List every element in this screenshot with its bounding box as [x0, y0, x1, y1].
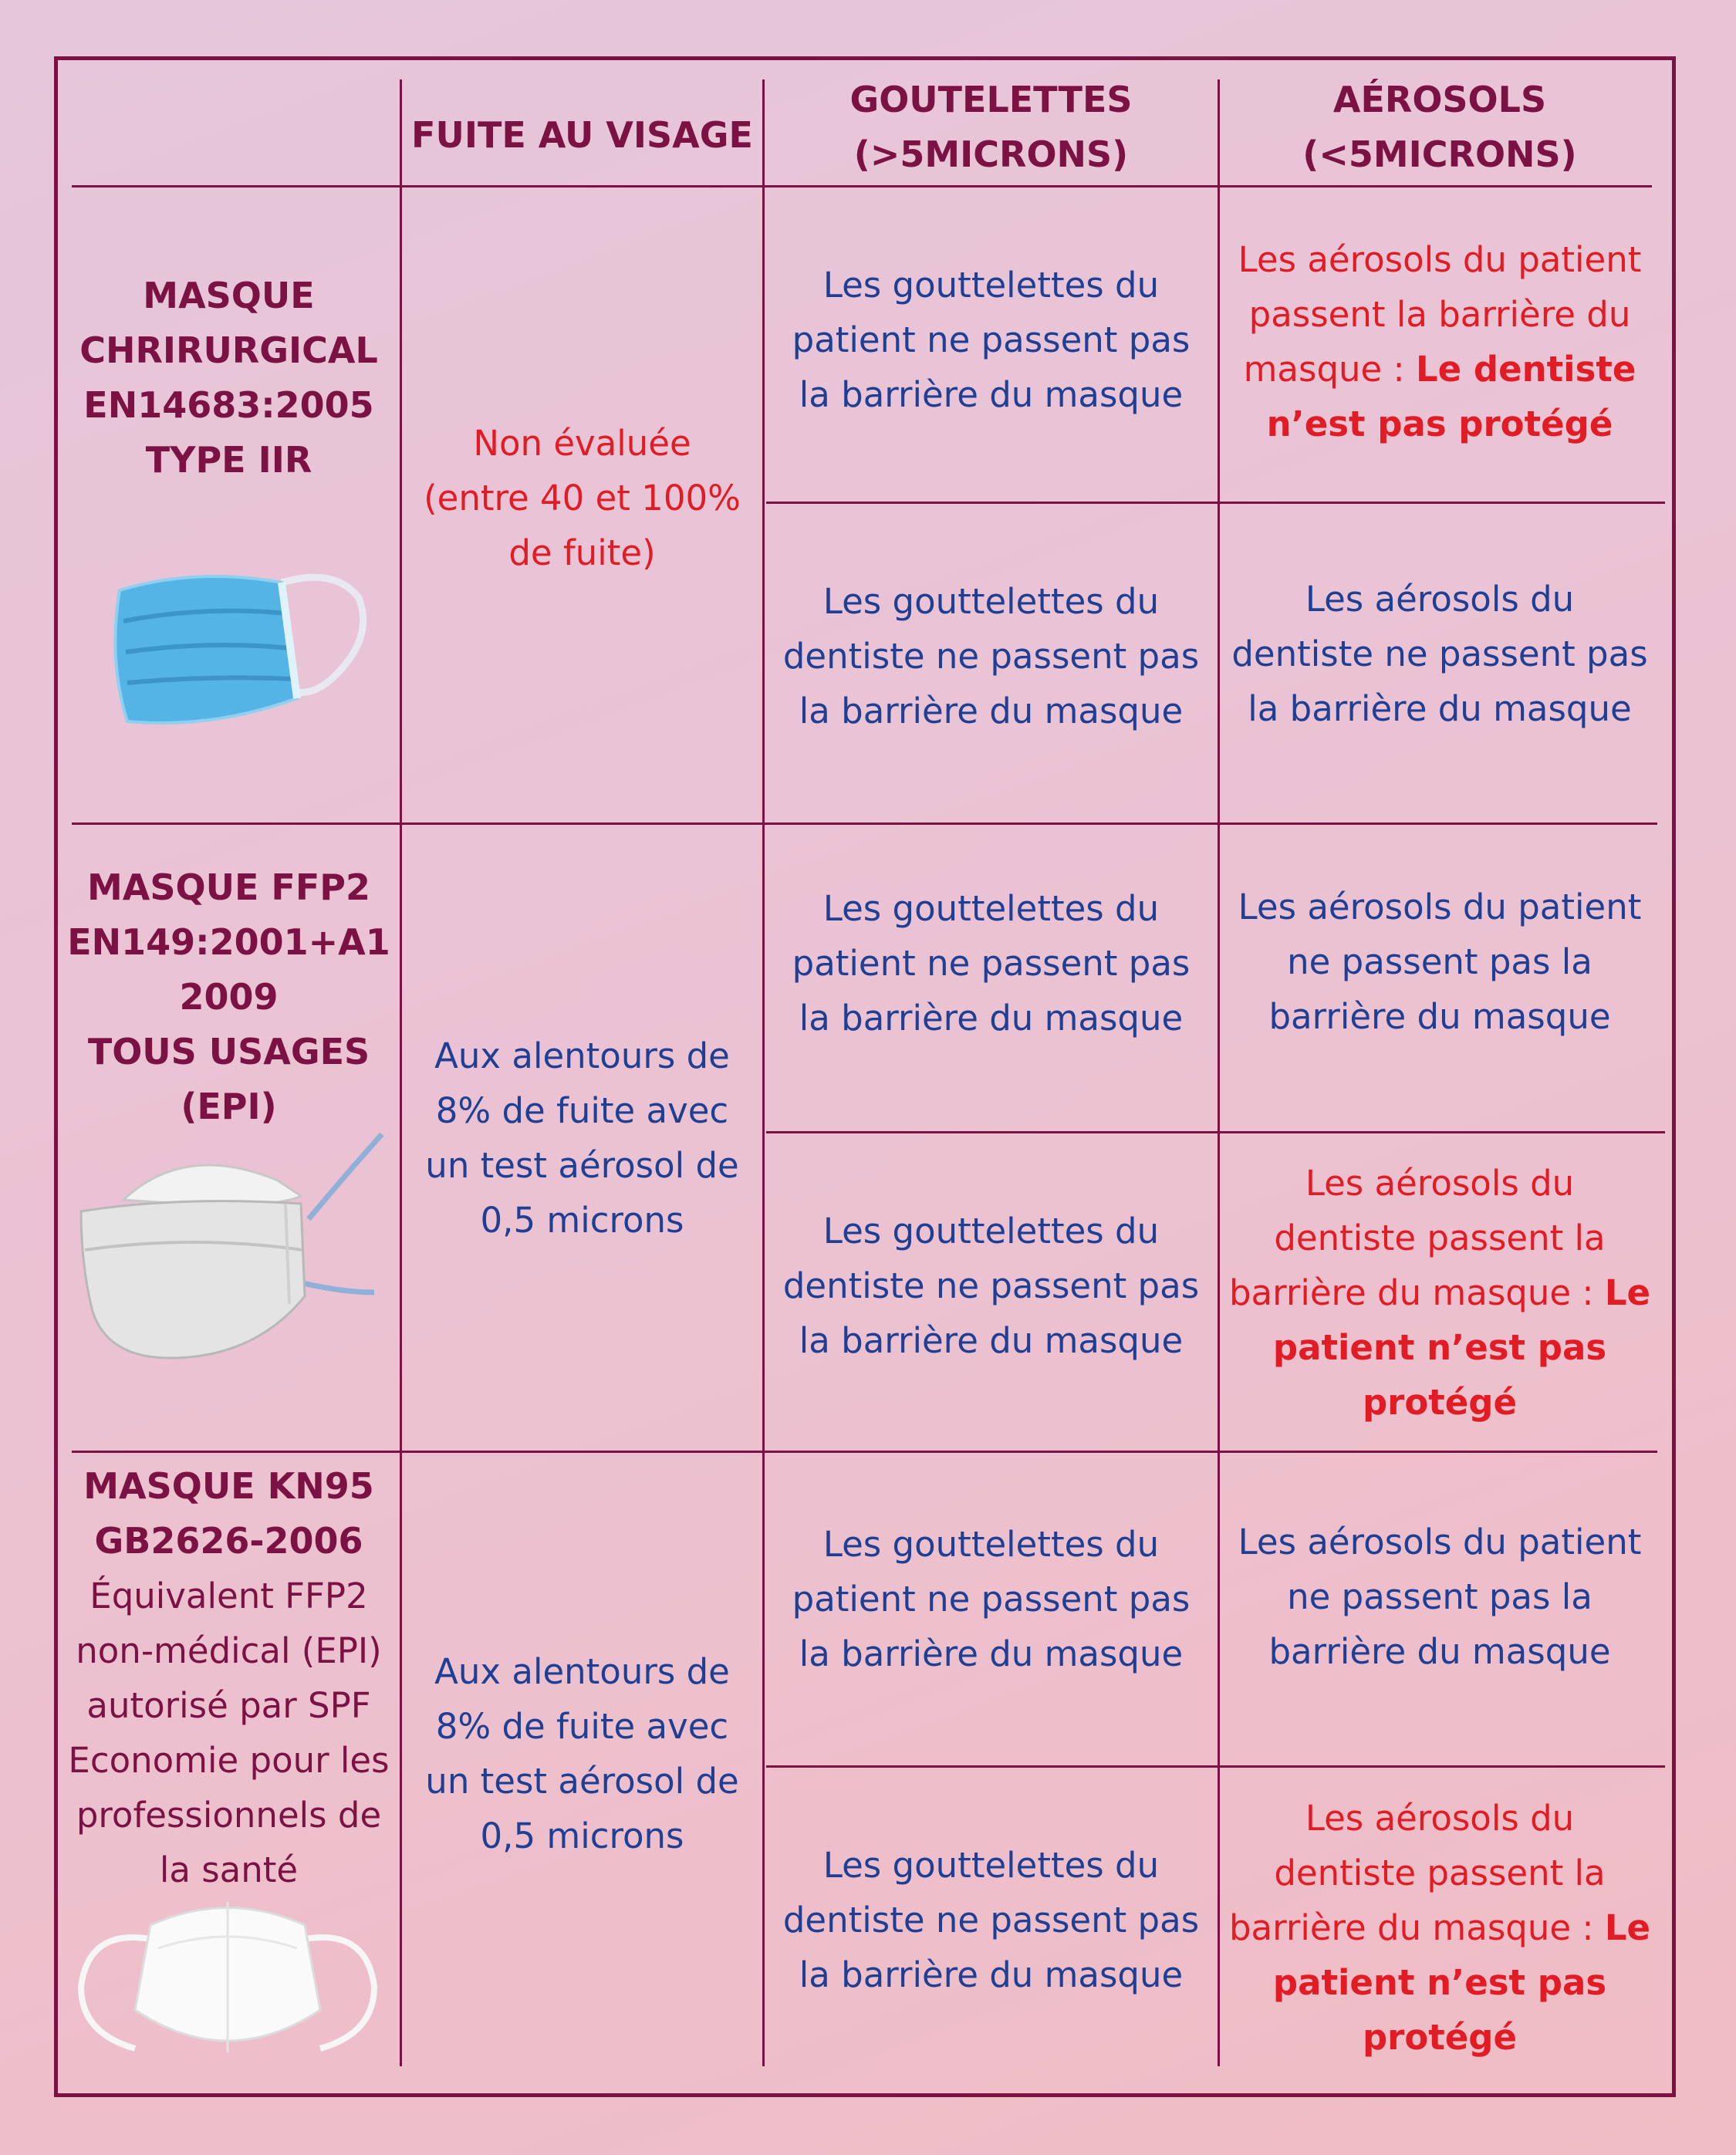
cell-line: dentiste passent la: [1274, 1852, 1606, 1893]
cell-line: Les gouttelettes du: [822, 264, 1160, 306]
aerosols-patient-surgical: [1220, 230, 1660, 454]
mask-name-line: EN149:2001+A1: [67, 920, 390, 963]
aerosols-dentiste-ffp2: [1220, 1153, 1660, 1431]
fuite-surgical: [402, 409, 762, 586]
sub-row-divider: [766, 1765, 1665, 1768]
mask-name-line: MASQUE KN95: [83, 1465, 374, 1507]
mask-name-line: 2009: [179, 975, 279, 1018]
header-gouttelettes-line2: (>5MICRONS): [853, 133, 1129, 175]
mask-desc-line: Economie pour les: [68, 1740, 390, 1781]
mask-name-line: (EPI): [181, 1085, 277, 1127]
fuite-line: de fuite): [508, 532, 656, 573]
mask-desc-line: professionnels de: [76, 1795, 382, 1836]
cell-line: dentiste ne passent pas: [1231, 633, 1648, 674]
sub-row-divider: [766, 1131, 1665, 1133]
cell-emphasis-line: patient n’est pas: [1272, 1326, 1607, 1368]
cell-emphasis-line: patient n’est pas: [1272, 1961, 1607, 2003]
mask-name-line: CHRIRURGICAL: [79, 329, 378, 371]
cell-line: Les gouttelettes du: [822, 1523, 1160, 1565]
gouttelettes-dentiste-kn95: [765, 1835, 1218, 2005]
cell-line: Les aérosols du patient: [1238, 886, 1642, 927]
cell-line: Les gouttelettes du: [822, 580, 1160, 622]
mask-name-ffp2: [58, 858, 400, 1136]
fuite-line: 0,5 microns: [480, 1200, 684, 1241]
cell-line: dentiste ne passent pas: [782, 1899, 1200, 1941]
gouttelettes-dentiste-surgical: [765, 571, 1218, 741]
header-fuite: [402, 104, 762, 166]
mask-name-line: TYPE IIR: [145, 439, 312, 481]
mask-desc-line: autorisé par SPF: [86, 1685, 371, 1726]
cell-line: Les gouttelettes du: [822, 887, 1160, 929]
cell-line: Les aérosols du patient: [1238, 239, 1642, 280]
cell-line: la barrière du masque: [799, 997, 1184, 1039]
header-fuite-label: FUITE AU VISAGE: [411, 113, 753, 156]
cell-line: la barrière du masque: [799, 1954, 1184, 1995]
cell-line: passent la barrière du: [1248, 294, 1631, 335]
cell-emphasis: Le dentiste: [1416, 349, 1636, 390]
cell-line: la barrière du masque: [799, 1319, 1184, 1361]
header-gouttelettes: [765, 69, 1218, 185]
sub-row-divider: [766, 502, 1665, 504]
cell-emphasis-line: n’est pas protégé: [1266, 404, 1613, 444]
mask-name-surgical: [58, 266, 400, 490]
row-divider: [72, 822, 1657, 825]
mask-name-kn95: [58, 1458, 400, 1898]
cell-emphasis: Le: [1604, 1272, 1651, 1313]
cell-emphasis-line: protégé: [1362, 2016, 1518, 2058]
mask-name-line: EN14683:2005: [83, 384, 374, 426]
cell-line: [1229, 1900, 1650, 1955]
cell-line: barrière du masque: [1268, 1630, 1611, 1672]
header-aerosols: [1220, 69, 1660, 185]
cell-line: Les aérosols du: [1305, 1797, 1575, 1839]
mask-name-line: MASQUE: [143, 275, 315, 316]
cell-line: la barrière du masque: [799, 373, 1184, 415]
fuite-line: Aux alentours de: [434, 1651, 730, 1692]
mask-desc-line: non-médical (EPI): [76, 1630, 382, 1671]
header-divider: [72, 185, 1652, 187]
cell-emphasis: Le: [1604, 1907, 1651, 1948]
mask-name-line: MASQUE FFP2: [87, 866, 370, 908]
fuite-line: Non évaluée: [473, 422, 691, 464]
cell-text: barrière du masque :: [1228, 1907, 1605, 1948]
cell-line: dentiste ne passent pas: [782, 635, 1200, 677]
aerosols-patient-ffp2: [1220, 877, 1660, 1046]
surgical-mask-image: [104, 552, 370, 737]
header-aerosols-line1: AÉROSOLS: [1332, 79, 1547, 120]
cell-line: ne passent pas la: [1287, 1576, 1592, 1617]
aerosols-dentiste-surgical: [1220, 569, 1660, 738]
cell-line: la barrière du masque: [799, 690, 1184, 731]
cell-emphasis-line: protégé: [1362, 1381, 1518, 1423]
kn95-mask-image: [73, 1894, 382, 2060]
fuite-line: 8% de fuite avec: [435, 1090, 729, 1131]
fuite-line: un test aérosol de: [425, 1145, 739, 1186]
cell-line: la barrière du masque: [1248, 687, 1632, 729]
fuite-line: (entre 40 et 100%: [424, 477, 741, 518]
row-divider: [72, 1451, 1657, 1453]
cell-text: masque :: [1243, 349, 1416, 390]
cell-line: dentiste passent la: [1274, 1217, 1606, 1258]
header-aerosols-line2: (<5MICRONS): [1302, 133, 1577, 175]
cell-line: ne passent pas la: [1287, 941, 1592, 982]
gouttelettes-patient-ffp2: [765, 878, 1218, 1048]
fuite-line: Aux alentours de: [434, 1035, 730, 1076]
cell-line: [1229, 1265, 1650, 1320]
fuite-ffp2: [402, 1022, 762, 1254]
cell-line: Les aérosols du patient: [1238, 1521, 1642, 1562]
cell-line: patient ne passent pas: [792, 942, 1191, 984]
cell-line: la barrière du masque: [799, 1633, 1184, 1674]
ffp2-mask-image: [77, 1126, 386, 1373]
gouttelettes-patient-surgical: [765, 255, 1218, 424]
cell-line: Les aérosols du: [1305, 1162, 1575, 1204]
header-gouttelettes-line1: GOUTELETTES: [849, 79, 1133, 120]
cell-line: barrière du masque: [1268, 995, 1611, 1037]
cell-line: Les aérosols du: [1305, 578, 1575, 620]
mask-name-line: TOUS USAGES: [87, 1030, 370, 1072]
fuite-line: un test aérosol de: [425, 1761, 739, 1802]
cell-line: dentiste ne passent pas: [782, 1265, 1200, 1306]
mask-desc-line: Équivalent FFP2: [90, 1576, 368, 1616]
aerosols-patient-kn95: [1220, 1512, 1660, 1681]
fuite-kn95: [402, 1638, 762, 1870]
cell-line: patient ne passent pas: [792, 319, 1191, 360]
mask-desc-line: la santé: [159, 1849, 299, 1890]
mask-name-line: GB2626-2006: [94, 1520, 363, 1562]
aerosols-dentiste-kn95: [1220, 1789, 1660, 2066]
fuite-line: 8% de fuite avec: [435, 1706, 729, 1747]
cell-text: barrière du masque :: [1228, 1272, 1605, 1313]
cell-line: [1244, 342, 1636, 397]
gouttelettes-dentiste-ffp2: [765, 1201, 1218, 1370]
gouttelettes-patient-kn95: [765, 1514, 1218, 1684]
fuite-line: 0,5 microns: [480, 1816, 684, 1856]
cell-line: Les gouttelettes du: [822, 1844, 1160, 1886]
cell-line: Les gouttelettes du: [822, 1210, 1160, 1251]
cell-line: patient ne passent pas: [792, 1578, 1191, 1620]
